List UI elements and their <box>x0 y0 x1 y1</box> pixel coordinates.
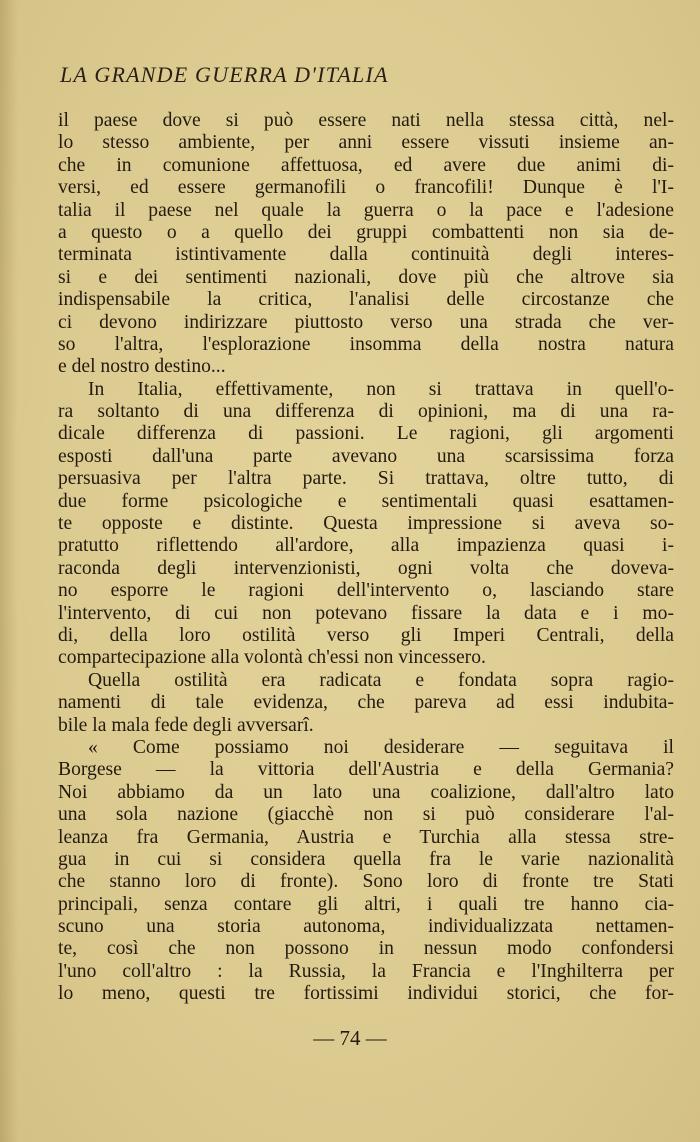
text-line: pratutto riflettendo all'ardore, alla impazienza quasi i- <box>58 535 674 557</box>
text-line: so l'altra, l'esplorazione insomma della nostra natura <box>58 333 674 355</box>
text-line: raconda degli intervenzionisti, ogni volta che doveva- <box>58 557 674 579</box>
text-line: due forme psicologiche e sentimentali quasi esattamen- <box>58 490 674 512</box>
text-line: che stanno loro di fronte). Sono loro di fronte tre Stati <box>58 871 674 893</box>
text-line: Borgese — la vittoria dell'Austria e della Germania? <box>58 759 674 781</box>
text-line: ci devono indirizzare piuttosto verso una strada che ver- <box>58 311 674 333</box>
text-line: dicale differenza di passioni. Le ragioni, gli argomenti <box>58 423 674 445</box>
text-line: a questo o a quello dei gruppi combattenti non sia de- <box>58 221 674 243</box>
text-line: il paese dove si può essere nati nella stessa città, nel- <box>58 110 674 131</box>
text-line: che in comunione affettuosa, ed avere due animi di- <box>58 154 674 176</box>
text-line: compartecipazione alla volontà ch'essi non vincessero. <box>58 647 486 669</box>
text-line: lo stesso ambiente, per anni essere vissuti insieme an- <box>58 132 674 154</box>
text-line: te opposte e distinte. Questa impressione si aveva so- <box>58 513 674 535</box>
text-line: l'uno coll'altro : la Russia, la Francia e l'Inghilterra per <box>58 960 674 982</box>
text-line: In Italia, effettivamente, non si trattava in quell'o- <box>88 378 674 400</box>
page-number: — 74 — <box>313 1026 387 1050</box>
text-line: lo meno, questi tre fortissimi individui storici, che for- <box>58 983 674 1005</box>
text-line: no esporre le ragioni dell'intervento o, lasciando stare <box>58 580 674 602</box>
text-line: di, della loro ostilità verso gli Imperi Centrali, della <box>58 624 674 646</box>
text-line: namenti di tale evidenza, che pareva ad essi indubita- <box>58 692 674 714</box>
text-line: terminata istintivamente dalla continuità degli interes- <box>58 244 674 266</box>
text-line: e del nostro destino... <box>58 356 226 378</box>
text-line: si e dei sentimenti nazionali, dove più che altrove sia <box>58 266 674 288</box>
text-line: te, così che non possono in nessun modo confondersi <box>58 938 674 960</box>
text-line: l'intervento, di cui non potevano fissare la data e i mo- <box>58 602 674 624</box>
running-head: LA GRANDE GUERRA D'ITALIA <box>60 62 389 87</box>
spine-shadow <box>0 0 18 1142</box>
text-line: « Come possiamo noi desiderare — seguitava il <box>88 736 674 758</box>
text-line: ra soltanto di una differenza di opinioni, ma di una ra- <box>58 401 674 423</box>
text-line: una sola nazione (giacchè non si può considerare l'al- <box>58 804 674 826</box>
text-line: Noi abbiamo da un lato una coalizione, dall'altro lato <box>58 781 674 803</box>
text-line: esposti dall'una parte avevano una scarsissima forza <box>58 445 674 467</box>
text-line: Quella ostilità era radicata e fondata sopra ragio- <box>88 669 674 691</box>
text-line: indispensabile la critica, l'analisi delle circostanze che <box>58 289 674 311</box>
text-line: talia il paese nel quale la guerra o la pace e l'adesione <box>58 199 674 221</box>
text-line: bile la mala fede degli avversarî. <box>58 714 314 736</box>
text-line: scuno una storia autonoma, individualizzata nettamen- <box>58 916 674 938</box>
text-line: gua in cui si considera quella fra le varie nazionalità <box>58 848 674 870</box>
text-line: persuasiva per l'altra parte. Si trattava, oltre tutto, di <box>58 468 674 490</box>
text-line: versi, ed essere germanofili o francofili! Dunque è l'I- <box>58 177 674 199</box>
text-line: leanza fra Germania, Austria e Turchia alla stessa stre- <box>58 826 674 848</box>
body-text <box>58 110 674 1006</box>
text-line: principali, senza contare gli altri, i quali tre hanno cia- <box>58 893 674 915</box>
